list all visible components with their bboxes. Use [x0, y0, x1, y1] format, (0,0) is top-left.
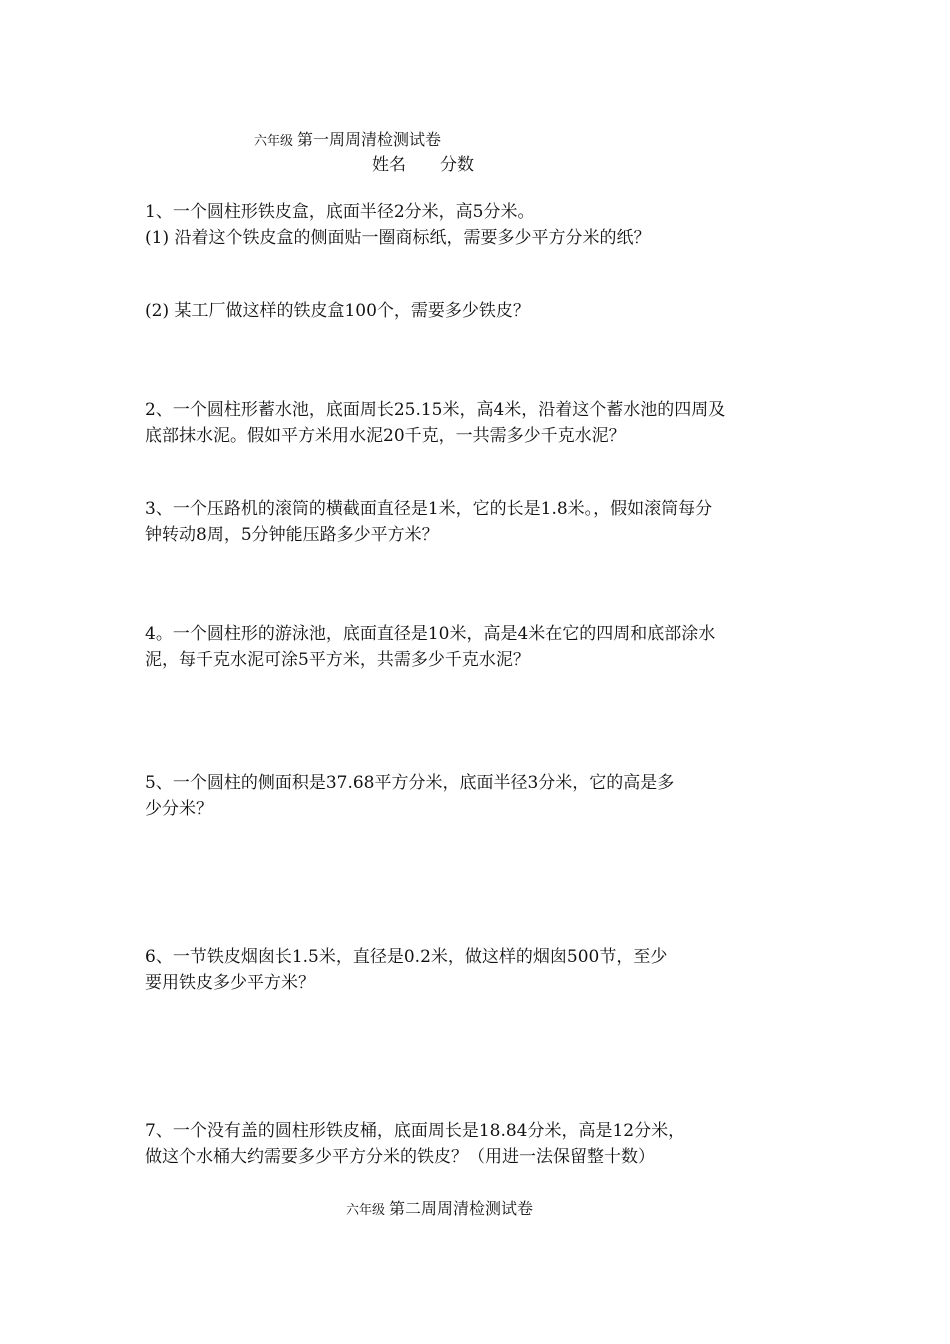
score-label: 分数: [440, 155, 474, 175]
question-line: 底部抹水泥。假如平方米用水泥20千克，一共需多少千克水泥？: [145, 426, 626, 446]
question-1: [145, 199, 810, 251]
worksheet-title: [254, 127, 441, 150]
question-5: [145, 770, 810, 822]
question-line: (2) 某工厂做这样的铁皮盒100个，需要多少铁皮？: [145, 301, 530, 321]
name-score-line: [372, 150, 474, 175]
question-1-part-2: [145, 298, 810, 324]
grade-label: 六年级: [254, 134, 294, 149]
question-line: 7、一个没有盖的圆柱形铁皮桶，底面周长是18.84分米，高是12分米，: [145, 1121, 686, 1141]
question-line: 1、一个圆柱形铁皮盒，底面半径2分米，高5分米。: [145, 202, 535, 222]
question-7: [145, 1118, 810, 1170]
question-line: 2、一个圆柱形蓄水池，底面周长25.15米，高4米，沿着这个蓄水池的四周及: [145, 400, 726, 420]
question-line: 3、一个压路机的滚筒的横截面直径是1米，它的长是1.8米。，假如滚筒每分: [145, 499, 713, 519]
question-3: [145, 496, 810, 548]
title-text: 第一周周清检测试卷: [297, 130, 442, 149]
name-label: 姓名: [372, 155, 406, 175]
question-line: (1) 沿着这个铁皮盒的侧面贴一圈商标纸，需要多少平方分米的纸？: [145, 228, 651, 248]
question-2: [145, 397, 810, 449]
question-line: 5、一个圆柱的侧面积是37.68平方分米，底面半径3分米，它的高是多: [145, 773, 675, 793]
question-line: 泥，每千克水泥可涂5平方米，共需多少千克水泥？: [145, 650, 530, 670]
question-line: 钟转动8周，5分钟能压路多少平方米？: [145, 525, 439, 545]
question-line: 4。一个圆柱形的游泳池，底面直径是10米，高是4米在它的四周和底部涂水: [145, 624, 716, 644]
question-line: 要用铁皮多少平方米？: [145, 973, 315, 993]
question-4: [145, 621, 810, 673]
title-text: 第二周周清检测试卷: [389, 1199, 534, 1218]
question-line: 做这个水桶大约需要多少平方分米的铁皮？（用进一法保留整十数）: [145, 1147, 655, 1167]
question-line: 少分米？: [145, 799, 213, 819]
next-worksheet-title: [346, 1196, 533, 1219]
question-6: [145, 944, 810, 996]
grade-label: 六年级: [346, 1203, 386, 1218]
question-line: 6、一节铁皮烟囱长1.5米，直径是0.2米，做这样的烟囱500节，至少: [145, 947, 668, 967]
